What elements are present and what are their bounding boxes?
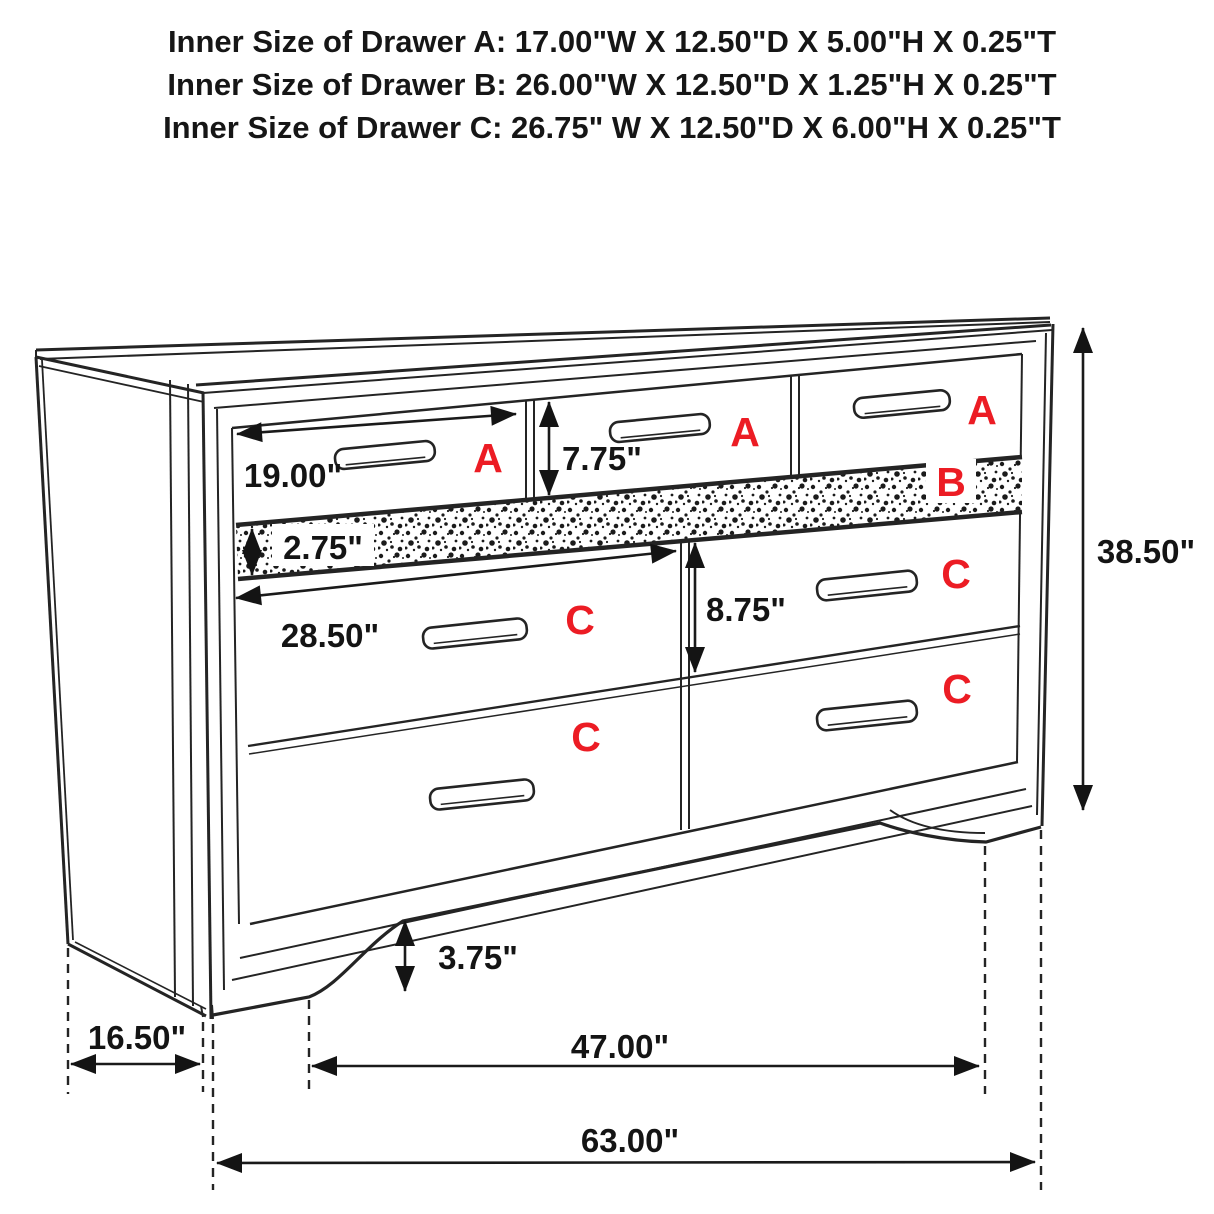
dim-label-16-50: 16.50"	[87, 1019, 187, 1056]
handle-drawer-c-left-top	[422, 618, 528, 650]
dim-overall-height	[1083, 328, 1195, 810]
dim-label-8-75: 8.75"	[706, 591, 786, 628]
dim-label-28-50: 28.50"	[280, 617, 380, 654]
handle-drawer-c-right-bottom	[816, 700, 918, 731]
dim-depth	[71, 1019, 200, 1064]
dim-overall-width	[217, 1122, 1035, 1163]
label-drawer-c-right-top: C	[941, 551, 971, 597]
label-drawer-b: B	[936, 459, 966, 505]
label-drawer-c-left-bottom: C	[571, 714, 601, 760]
dim-lower-row-height	[695, 543, 786, 672]
handle-drawer-a2	[609, 413, 710, 442]
drawer-letter-labels	[473, 387, 997, 760]
dim-label-63-00: 63.00"	[580, 1122, 680, 1159]
dim-base-height	[405, 921, 518, 991]
dim-feet-span	[312, 1028, 979, 1066]
label-drawer-a2: A	[730, 409, 760, 455]
extension-lines	[68, 830, 1041, 1190]
dim-label-47-00: 47.00"	[570, 1028, 670, 1065]
label-drawer-a1: A	[473, 435, 503, 481]
label-drawer-c-left-top: C	[565, 597, 595, 643]
handle-drawer-c-left-bottom	[429, 779, 535, 811]
dim-label-2-75: 2.75"	[283, 529, 363, 566]
handle-drawer-c-right-top	[816, 570, 918, 601]
dim-top-row-height	[549, 402, 642, 495]
label-drawer-c-right-bottom: C	[942, 666, 972, 712]
spec-line-drawer-b: Inner Size of Drawer B: 26.00"W X 12.50"D X 1.25"H X 0.25"T	[167, 67, 1057, 102]
spec-line-drawer-c: Inner Size of Drawer C: 26.75" W X 12.50"D X 6.00"H X 0.25"T	[163, 110, 1061, 145]
header-spec-text	[163, 24, 1061, 145]
dim-label-38-50: 38.50"	[1096, 533, 1196, 570]
spec-line-drawer-a: Inner Size of Drawer A: 17.00"W X 12.50"D X 5.00"H X 0.25"T	[167, 24, 1057, 59]
dresser-side-panel	[36, 357, 206, 1016]
dim-label-19-00: 19.00"	[243, 457, 343, 494]
dimension-annotations	[71, 328, 1195, 1163]
handle-drawer-a3	[853, 389, 950, 418]
base-and-feet	[201, 810, 1041, 1019]
dim-label-3-75: 3.75"	[438, 939, 518, 976]
dim-label-7-75: 7.75"	[562, 440, 642, 477]
drawer-handles	[334, 389, 950, 810]
label-drawer-a3: A	[967, 387, 997, 433]
handle-drawer-a1	[334, 440, 435, 469]
